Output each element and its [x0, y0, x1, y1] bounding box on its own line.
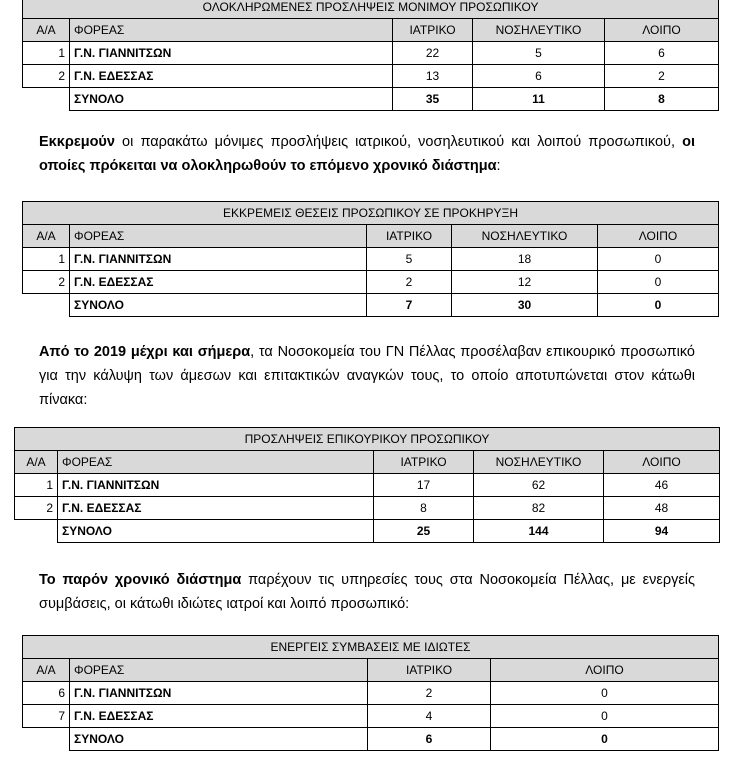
row-iatriko: 2	[367, 271, 452, 294]
total-blank	[15, 520, 58, 543]
row-aa: 1	[15, 474, 58, 497]
total-row	[23, 728, 719, 751]
table-row	[23, 65, 719, 88]
table-row	[23, 705, 719, 728]
table-row	[15, 497, 720, 520]
row-aa: 7	[23, 705, 70, 728]
table-row	[15, 474, 720, 497]
table-completed-hires	[22, 0, 719, 111]
paragraph-private-contracts	[39, 568, 695, 616]
row-aa: 2	[23, 271, 70, 294]
row-name: Γ.Ν. ΕΔΕΣΣΑΣ	[70, 271, 367, 294]
table-row	[23, 271, 719, 294]
table-title: ΕΚΚΡΕΜΕΙΣ ΘΕΣΕΙΣ ΠΡΟΣΩΠΙΚΟΥ ΣΕ ΠΡΟΚΗΡΥΞΗ	[23, 202, 719, 225]
row-loipo: 6	[605, 42, 719, 65]
row-iatriko: 8	[374, 497, 474, 520]
header-aa: Α/Α	[23, 225, 70, 248]
total-nosileftiko: 11	[473, 88, 605, 111]
table-private-contracts	[22, 635, 719, 751]
header-iatriko: ΙΑΤΡΙΚΟ	[368, 659, 491, 682]
total-blank	[23, 294, 70, 317]
row-name: Γ.Ν. ΕΔΕΣΣΑΣ	[70, 65, 393, 88]
table-title: ΠΡΟΣΛΗΨΕΙΣ ΕΠΙΚΟΥΡΙΚΟΥ ΠΡΟΣΩΠΙΚΟΥ	[15, 428, 720, 451]
row-aa: 1	[23, 42, 70, 65]
header-nosileftiko: ΝΟΣΗΛΕΥΤΙΚΟ	[474, 451, 604, 474]
row-iatriko: 17	[374, 474, 474, 497]
total-row	[15, 520, 720, 543]
row-nosileftiko: 62	[474, 474, 604, 497]
table-row	[23, 42, 719, 65]
total-loipo: 94	[604, 520, 720, 543]
header-loipo: ΛΟΙΠΟ	[604, 451, 720, 474]
header-nosileftiko: ΝΟΣΗΛΕΥΤΙΚΟ	[473, 19, 605, 42]
table-auxiliary-hires	[14, 427, 720, 543]
total-iatriko: 35	[393, 88, 473, 111]
row-name: Γ.Ν. ΓΙΑΝΝΙΤΣΩΝ	[70, 42, 393, 65]
total-loipo: 8	[605, 88, 719, 111]
row-loipo: 46	[604, 474, 720, 497]
row-name: Γ.Ν. ΓΙΑΝΝΙΤΣΩΝ	[58, 474, 374, 497]
row-aa: 6	[23, 682, 70, 705]
total-iatriko: 7	[367, 294, 452, 317]
row-iatriko: 2	[368, 682, 491, 705]
paragraph-text: , τα Νοσοκομεία του ΓΝ Πέλλας προσέλαβαν επικουρικό προσωπικό για την κάλυψη των άμεσων και επιτακτικών αναγκών τους, το οποίο αποτυπώνεται στον κάτωθι πίνακα:	[39, 344, 695, 408]
total-row	[23, 88, 719, 111]
header-foreas: ΦΟΡΕΑΣ	[58, 451, 374, 474]
row-iatriko: 4	[368, 705, 491, 728]
paragraph-pending	[39, 130, 695, 178]
header-foreas: ΦΟΡΕΑΣ	[70, 225, 367, 248]
header-aa: Α/Α	[23, 659, 70, 682]
header-iatriko: ΙΑΤΡΙΚΟ	[367, 225, 452, 248]
row-nosileftiko: 6	[473, 65, 605, 88]
row-loipo: 48	[604, 497, 720, 520]
row-loipo: 0	[598, 248, 719, 271]
header-iatriko: ΙΑΤΡΙΚΟ	[374, 451, 474, 474]
header-aa: Α/Α	[15, 451, 58, 474]
row-nosileftiko: 82	[474, 497, 604, 520]
total-row	[23, 294, 719, 317]
row-name: Γ.Ν. ΓΙΑΝΝΙΤΣΩΝ	[70, 248, 367, 271]
total-nosileftiko: 30	[452, 294, 598, 317]
paragraph-text: οι παρακάτω μόνιμες προσλήψεις ιατρικού, νοσηλευτικού και λοιπού προσωπικού,	[114, 134, 683, 150]
row-aa: 1	[23, 248, 70, 271]
table-pending-positions	[22, 201, 719, 317]
header-foreas: ΦΟΡΕΑΣ	[70, 19, 393, 42]
total-label: ΣΥΝΟΛΟ	[70, 294, 367, 317]
row-iatriko: 5	[367, 248, 452, 271]
row-aa: 2	[15, 497, 58, 520]
row-loipo: 0	[598, 271, 719, 294]
table-row	[23, 248, 719, 271]
paragraph-bold: Από το 2019 μέχρι και σήμερα	[39, 344, 251, 360]
row-nosileftiko: 5	[473, 42, 605, 65]
table-title: ΕΝΕΡΓΕΙΣ ΣΥΜΒΑΣΕΙΣ ΜΕ ΙΔΙΩΤΕΣ	[23, 636, 719, 659]
total-label: ΣΥΝΟΛΟ	[70, 728, 368, 751]
row-name: Γ.Ν. ΕΔΕΣΣΑΣ	[70, 705, 368, 728]
total-label: ΣΥΝΟΛΟ	[58, 520, 374, 543]
paragraph-text: :	[496, 158, 501, 174]
paragraph-bold: Εκκρεμούν	[39, 134, 115, 150]
row-iatriko: 13	[393, 65, 473, 88]
header-nosileftiko: ΝΟΣΗΛΕΥΤΙΚΟ	[452, 225, 598, 248]
header-loipo: ΛΟΙΠΟ	[605, 19, 719, 42]
header-loipo: ΛΟΙΠΟ	[491, 659, 719, 682]
paragraph-bold: οι οποίες πρόκειται να ολοκληρωθούν το επόμενο χρονικό διάστημα	[39, 134, 695, 174]
total-blank	[23, 88, 70, 111]
row-loipo: 0	[491, 682, 719, 705]
row-nosileftiko: 18	[452, 248, 598, 271]
total-iatriko: 6	[368, 728, 491, 751]
row-aa: 2	[23, 65, 70, 88]
row-loipo: 0	[491, 705, 719, 728]
header-foreas: ΦΟΡΕΑΣ	[70, 659, 368, 682]
total-blank	[23, 728, 70, 751]
table-row	[23, 682, 719, 705]
total-nosileftiko: 144	[474, 520, 604, 543]
total-iatriko: 25	[374, 520, 474, 543]
total-loipo: 0	[491, 728, 719, 751]
header-loipo: ΛΟΙΠΟ	[598, 225, 719, 248]
row-name: Γ.Ν. ΕΔΕΣΣΑΣ	[58, 497, 374, 520]
row-iatriko: 22	[393, 42, 473, 65]
total-loipo: 0	[598, 294, 719, 317]
row-loipo: 2	[605, 65, 719, 88]
paragraph-auxiliary-hires	[39, 340, 695, 412]
row-name: Γ.Ν. ΓΙΑΝΝΙΤΣΩΝ	[70, 682, 368, 705]
row-nosileftiko: 12	[452, 271, 598, 294]
paragraph-text: παρέχουν τις υπηρεσίες τους στα Νοσοκομεία Πέλλας, με ενεργείς συμβάσεις, οι κάτωθι ιδιώτες ιατροί και λοιπό προσωπικό:	[39, 572, 695, 612]
table-title: ΟΛΟΚΛΗΡΩΜΕΝΕΣ ΠΡΟΣΛΗΨΕΙΣ ΜΟΝΙΜΟΥ ΠΡΟΣΩΠΙΚΟΥ	[23, 0, 719, 19]
paragraph-bold: Το παρόν χρονικό διάστημα	[39, 572, 242, 588]
total-label: ΣΥΝΟΛΟ	[70, 88, 393, 111]
header-iatriko: ΙΑΤΡΙΚΟ	[393, 19, 473, 42]
header-aa: Α/Α	[23, 19, 70, 42]
